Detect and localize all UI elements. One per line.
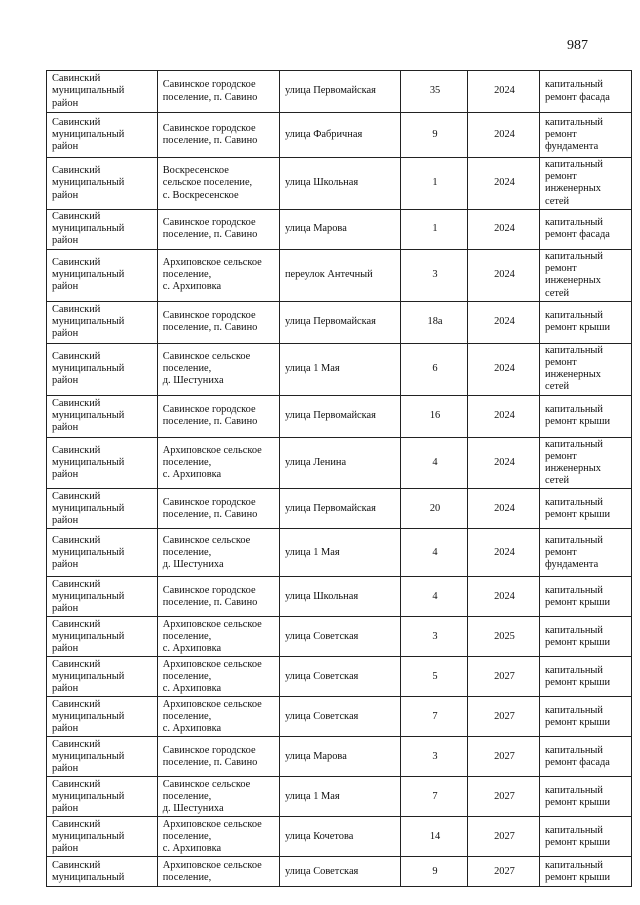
street-cell: улица Марова [279, 209, 400, 249]
street-cell: улица Ленина [279, 437, 400, 489]
year-cell: 2024 [467, 395, 539, 437]
street-cell: улица Первомайская [279, 71, 400, 113]
settlement-cell: Архиповское сельское поселение, с. Архиповка [157, 817, 279, 857]
settlement-cell: Савинское городское поселение, п. Савино [157, 395, 279, 437]
house-number-cell: 35 [401, 71, 468, 113]
district-cell: Савинский муниципальный район [47, 529, 158, 577]
house-number-cell: 4 [401, 577, 468, 617]
year-cell: 2024 [467, 209, 539, 249]
year-cell: 2027 [467, 817, 539, 857]
table-row [47, 343, 632, 395]
house-number-cell: 9 [401, 113, 468, 158]
table-row [47, 697, 632, 737]
table-row [47, 657, 632, 697]
settlement-cell: Архиповское сельское поселение, с. Архиповка [157, 249, 279, 301]
house-number-cell: 7 [401, 697, 468, 737]
table-row [47, 529, 632, 577]
district-cell: Савинский муниципальный район [47, 301, 158, 343]
year-cell: 2027 [467, 857, 539, 887]
settlement-cell: Архиповское сельское поселение, с. Архиповка [157, 657, 279, 697]
district-cell: Савинский муниципальный район [47, 737, 158, 777]
street-cell: улица Школьная [279, 577, 400, 617]
year-cell: 2027 [467, 777, 539, 817]
house-number-cell: 18а [401, 301, 468, 343]
year-cell: 2024 [467, 343, 539, 395]
house-number-cell: 1 [401, 209, 468, 249]
work-type-cell: капитальный ремонт фасада [540, 737, 632, 777]
district-cell: Савинский муниципальный район [47, 489, 158, 529]
settlement-cell: Савинское городское поселение, п. Савино [157, 577, 279, 617]
year-cell: 2027 [467, 657, 539, 697]
work-type-cell: капитальный ремонт инженерных сетей [540, 158, 632, 210]
year-cell: 2024 [467, 158, 539, 210]
house-number-cell: 5 [401, 657, 468, 697]
settlement-cell: Савинское городское поселение, п. Савино [157, 301, 279, 343]
work-type-cell: капитальный ремонт крыши [540, 395, 632, 437]
table-body [47, 71, 632, 887]
street-cell: улица Первомайская [279, 395, 400, 437]
work-type-cell: капитальный ремонт фундамента [540, 113, 632, 158]
settlement-cell: Савинское сельское поселение, д. Шестуниха [157, 529, 279, 577]
street-cell: улица 1 Мая [279, 777, 400, 817]
street-cell: улица 1 Мая [279, 529, 400, 577]
work-type-cell: капитальный ремонт крыши [540, 817, 632, 857]
table-row [47, 158, 632, 210]
house-number-cell: 14 [401, 817, 468, 857]
table-row [47, 577, 632, 617]
work-type-cell: капитальный ремонт крыши [540, 777, 632, 817]
settlement-cell: Савинское городское поселение, п. Савино [157, 737, 279, 777]
work-type-cell: капитальный ремонт инженерных сетей [540, 249, 632, 301]
settlement-cell: Савинское сельское поселение, д. Шестуниха [157, 343, 279, 395]
street-cell: улица Кочетова [279, 817, 400, 857]
table-row [47, 617, 632, 657]
work-type-cell: капитальный ремонт крыши [540, 577, 632, 617]
settlement-cell: Воскресенское сельское поселение, с. Воскресенское [157, 158, 279, 210]
house-number-cell: 4 [401, 437, 468, 489]
year-cell: 2024 [467, 489, 539, 529]
work-type-cell: капитальный ремонт инженерных сетей [540, 437, 632, 489]
house-number-cell: 3 [401, 737, 468, 777]
house-number-cell: 3 [401, 249, 468, 301]
house-number-cell: 9 [401, 857, 468, 887]
work-type-cell: капитальный ремонт крыши [540, 657, 632, 697]
district-cell: Савинский муниципальный район [47, 71, 158, 113]
district-cell: Савинский муниципальный [47, 857, 158, 887]
year-cell: 2024 [467, 301, 539, 343]
repair-schedule-table [46, 70, 632, 887]
year-cell: 2024 [467, 113, 539, 158]
settlement-cell: Архиповское сельское поселение, с. Архиповка [157, 697, 279, 737]
district-cell: Савинский муниципальный район [47, 395, 158, 437]
district-cell: Савинский муниципальный район [47, 817, 158, 857]
street-cell: улица Советская [279, 697, 400, 737]
work-type-cell: капитальный ремонт фасада [540, 209, 632, 249]
street-cell: улица Первомайская [279, 489, 400, 529]
work-type-cell: капитальный ремонт крыши [540, 697, 632, 737]
district-cell: Савинский муниципальный район [47, 113, 158, 158]
settlement-cell: Савинское городское поселение, п. Савино [157, 71, 279, 113]
settlement-cell: Савинское городское поселение, п. Савино [157, 113, 279, 158]
table-row [47, 437, 632, 489]
settlement-cell: Архиповское сельское поселение, с. Архиповка [157, 437, 279, 489]
table-row [47, 209, 632, 249]
street-cell: улица Фабричная [279, 113, 400, 158]
street-cell: улица Советская [279, 857, 400, 887]
year-cell: 2024 [467, 437, 539, 489]
district-cell: Савинский муниципальный район [47, 209, 158, 249]
table-row [47, 249, 632, 301]
street-cell: улица Советская [279, 617, 400, 657]
table-row [47, 777, 632, 817]
house-number-cell: 1 [401, 158, 468, 210]
house-number-cell: 16 [401, 395, 468, 437]
settlement-cell: Савинское сельское поселение, д. Шестуниха [157, 777, 279, 817]
work-type-cell: капитальный ремонт фасада [540, 71, 632, 113]
house-number-cell: 6 [401, 343, 468, 395]
table-row [47, 857, 632, 887]
house-number-cell: 20 [401, 489, 468, 529]
street-cell: улица 1 Мая [279, 343, 400, 395]
table-row [47, 71, 632, 113]
table-row [47, 395, 632, 437]
district-cell: Савинский муниципальный район [47, 249, 158, 301]
district-cell: Савинский муниципальный район [47, 617, 158, 657]
table-row [47, 113, 632, 158]
district-cell: Савинский муниципальный район [47, 158, 158, 210]
work-type-cell: капитальный ремонт фундамента [540, 529, 632, 577]
year-cell: 2025 [467, 617, 539, 657]
house-number-cell: 7 [401, 777, 468, 817]
year-cell: 2024 [467, 71, 539, 113]
table-row [47, 737, 632, 777]
work-type-cell: капитальный ремонт крыши [540, 617, 632, 657]
work-type-cell: капитальный ремонт крыши [540, 489, 632, 529]
settlement-cell: Архиповское сельское поселение, [157, 857, 279, 887]
work-type-cell: капитальный ремонт инженерных сетей [540, 343, 632, 395]
district-cell: Савинский муниципальный район [47, 577, 158, 617]
table-row [47, 301, 632, 343]
year-cell: 2027 [467, 697, 539, 737]
settlement-cell: Савинское городское поселение, п. Савино [157, 489, 279, 529]
year-cell: 2024 [467, 529, 539, 577]
work-type-cell: капитальный ремонт крыши [540, 301, 632, 343]
year-cell: 2024 [467, 249, 539, 301]
district-cell: Савинский муниципальный район [47, 437, 158, 489]
street-cell: улица Марова [279, 737, 400, 777]
page-number: 987 [567, 38, 588, 53]
street-cell: улица Первомайская [279, 301, 400, 343]
street-cell: переулок Антечный [279, 249, 400, 301]
table-row [47, 817, 632, 857]
house-number-cell: 3 [401, 617, 468, 657]
table-row [47, 489, 632, 529]
work-type-cell: капитальный ремонт крыши [540, 857, 632, 887]
district-cell: Савинский муниципальный район [47, 657, 158, 697]
district-cell: Савинский муниципальный район [47, 777, 158, 817]
district-cell: Савинский муниципальный район [47, 697, 158, 737]
settlement-cell: Архиповское сельское поселение, с. Архиповка [157, 617, 279, 657]
street-cell: улица Школьная [279, 158, 400, 210]
year-cell: 2024 [467, 577, 539, 617]
settlement-cell: Савинское городское поселение, п. Савино [157, 209, 279, 249]
district-cell: Савинский муниципальный район [47, 343, 158, 395]
year-cell: 2027 [467, 737, 539, 777]
street-cell: улица Советская [279, 657, 400, 697]
house-number-cell: 4 [401, 529, 468, 577]
